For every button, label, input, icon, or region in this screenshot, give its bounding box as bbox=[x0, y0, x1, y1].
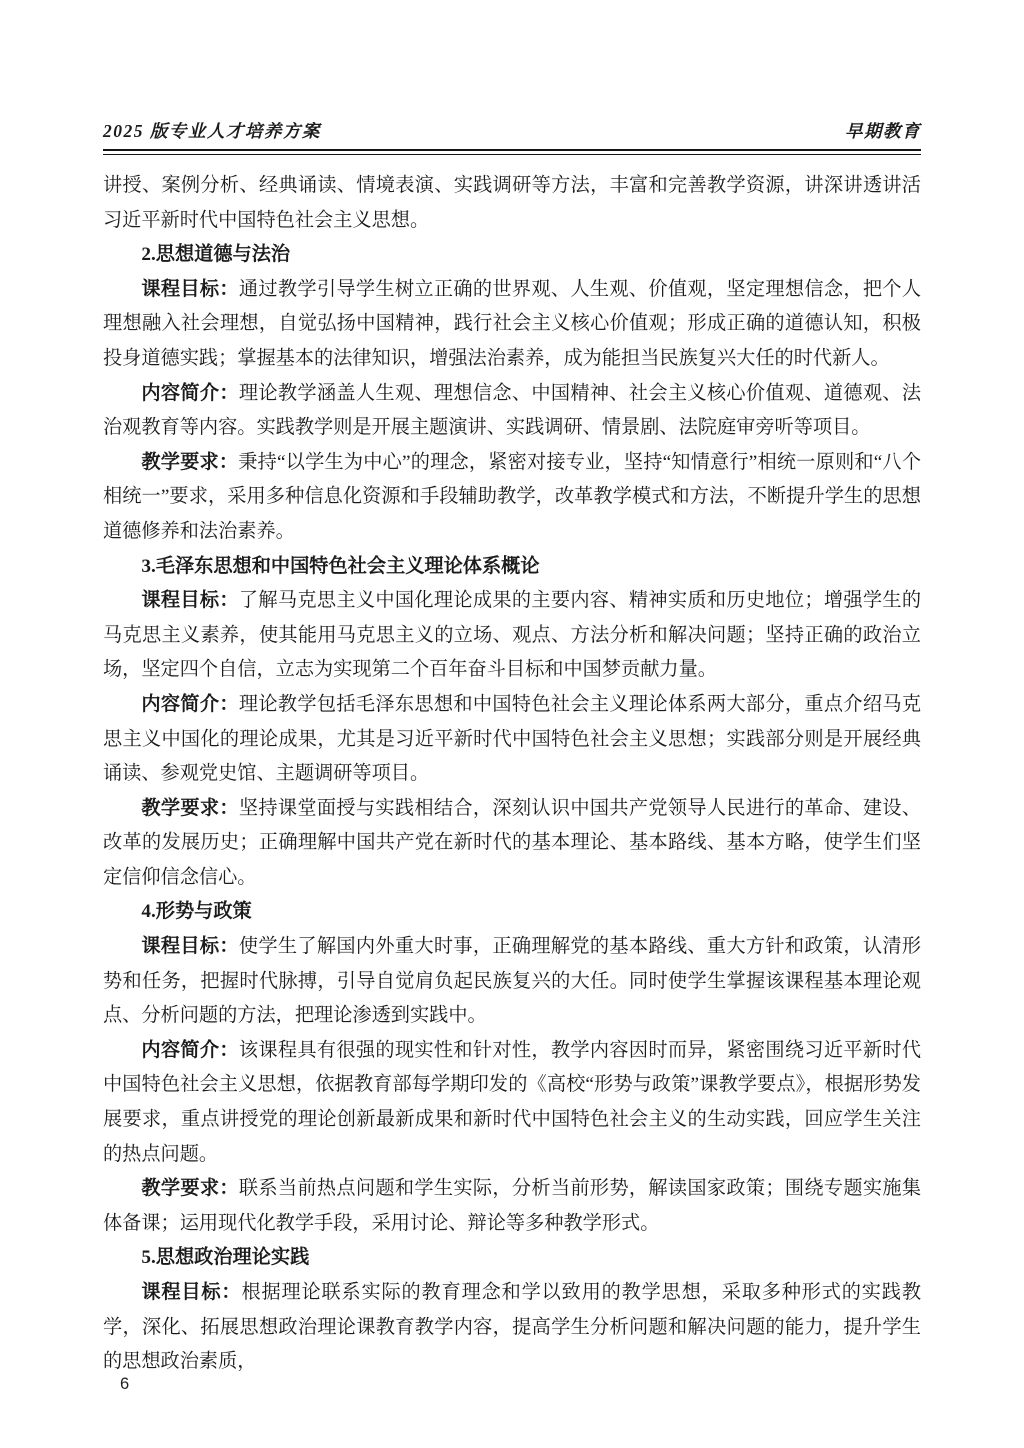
paragraph-label: 教学要求： bbox=[141, 1178, 239, 1200]
paragraph-label: 课程目标： bbox=[141, 1282, 242, 1303]
paragraph-text: 理论教学包括毛泽东思想和中国特色社会主义理论体系两大部分，重点介绍马克思主义中国化的理论成果，尤其是习近平新时代中国特色社会主义思想；实践部分则是开展经典诵读、参观党史馆、主题调研等项目。 bbox=[103, 693, 922, 785]
section-heading-text: 4.形势与政策 bbox=[141, 901, 252, 923]
paragraph-text: 联系当前热点问题和学生实际，分析当前形势，解读国家政策；围绕专题实施集体备课；运用现代化教学手段，采用讨论、辩论等多种教学形式。 bbox=[103, 1178, 922, 1234]
paragraph bbox=[103, 169, 921, 238]
paragraph-text: 坚持课堂面授与实践相结合，深刻认识中国共产党领导人民进行的革命、建设、改革的发展历史；正确理解中国共产党在新时代的基本理论、基本路线、基本方略，使学生们坚定信仰信念信心。 bbox=[103, 797, 922, 888]
page-number: 6 bbox=[120, 1375, 130, 1393]
section-heading bbox=[103, 895, 921, 930]
paragraph-text: 通过教学引导学生树立正确的世界观、人生观、价值观，坚定理想信念，把个人理想融入社会理想，自觉弘扬中国精神，践行社会主义核心价值观；形成正确的道德认知，积极投身道德实践；掌握基本的法律知识，增强法治素养，成为能担当民族复兴大任的时代新人。 bbox=[103, 278, 922, 369]
paragraph-label: 内容简介： bbox=[141, 693, 239, 715]
paragraph bbox=[103, 792, 921, 896]
paragraph-label: 课程目标： bbox=[141, 278, 239, 300]
section-heading bbox=[103, 550, 921, 585]
paragraph-text: 讲授、案例分析、经典诵读、情境表演、实践调研等方法，丰富和完善教学资源，讲深讲透讲活习近平新时代中国特色社会主义思想。 bbox=[103, 175, 921, 231]
paragraph bbox=[103, 377, 921, 446]
section-heading-text: 5.思想政治理论实践 bbox=[141, 1247, 310, 1269]
header-left-title: 2025 版专业人才培养方案 bbox=[103, 121, 321, 141]
paragraph-label: 课程目标： bbox=[141, 936, 239, 958]
paragraph-label: 内容简介： bbox=[141, 382, 239, 404]
header-right-title: 早期教育 bbox=[845, 121, 921, 141]
paragraph-text: 该课程具有很强的现实性和针对性，教学内容因时而异，紧密围绕习近平新时代中国特色社会主义思想，依据教育部每学期印发的《高校“形势与政策”课教学要点》，根据形势发展要求，重点讲授党的理论创新最新成果和新时代中国特色社会主义的生动实践，回应学生关注的热点问题。 bbox=[103, 1039, 922, 1165]
paragraph-text: 了解马克思主义中国化理论成果的主要内容、精神实质和历史地位；增强学生的马克思主义素养，使其能用马克思主义的立场、观点、方法分析和解决问题；坚持正确的政治立场，坚定四个自信，立志为实现第二个百年奋斗目标和中国梦贡献力量。 bbox=[103, 590, 922, 681]
header-double-rule bbox=[103, 149, 921, 155]
paragraph bbox=[103, 273, 921, 377]
section-heading-text: 3.毛泽东思想和中国特色社会主义理论体系概论 bbox=[141, 555, 540, 577]
paragraph-label: 教学要求： bbox=[141, 797, 239, 819]
paragraph-text: 秉持“以学生为中心”的理念，紧密对接专业，坚持“知情意行”相统一原则和“八个相统一”要求，采用多种信息化资源和手段辅助教学，改革教学模式和方法，不断提升学生的思想道德修养和法治素养。 bbox=[103, 451, 922, 542]
paragraph-label: 内容简介： bbox=[141, 1039, 239, 1061]
paragraph bbox=[103, 1276, 921, 1380]
paragraph bbox=[103, 930, 921, 1034]
paragraph bbox=[103, 584, 921, 688]
paragraph-text: 理论教学涵盖人生观、理想信念、中国精神、社会主义核心价值观、道德观、法治观教育等内容。实践教学则是开展主题演讲、实践调研、情景剧、法院庭审旁听等项目。 bbox=[103, 382, 922, 439]
paragraph bbox=[103, 1172, 921, 1241]
paragraph-text: 根据理论联系实际的教育理念和学以致用的教学思想，采取多种形式的实践教学，深化、拓展思想政治理论课教育教学内容，提高学生分析问题和解决问题的能力，提升学生的思想政治素质， bbox=[103, 1282, 922, 1373]
paragraph-text: 使学生了解国内外重大时事，正确理解党的基本路线、重大方针和政策，认清形势和任务，把握时代脉搏，引导自觉肩负起民族复兴的大任。同时使学生掌握该课程基本理论观点、分析问题的方法，把理论渗透到实践中。 bbox=[103, 936, 922, 1027]
paragraph bbox=[103, 446, 921, 550]
document-body bbox=[103, 169, 921, 1380]
paragraph-label: 教学要求： bbox=[141, 451, 239, 473]
section-heading bbox=[103, 238, 921, 273]
paragraph bbox=[103, 1034, 921, 1172]
section-heading bbox=[103, 1241, 921, 1276]
paragraph bbox=[103, 688, 921, 792]
paragraph-label: 课程目标： bbox=[141, 590, 239, 612]
page-header bbox=[103, 118, 921, 143]
section-heading-text: 2.思想道德与法治 bbox=[141, 244, 291, 266]
